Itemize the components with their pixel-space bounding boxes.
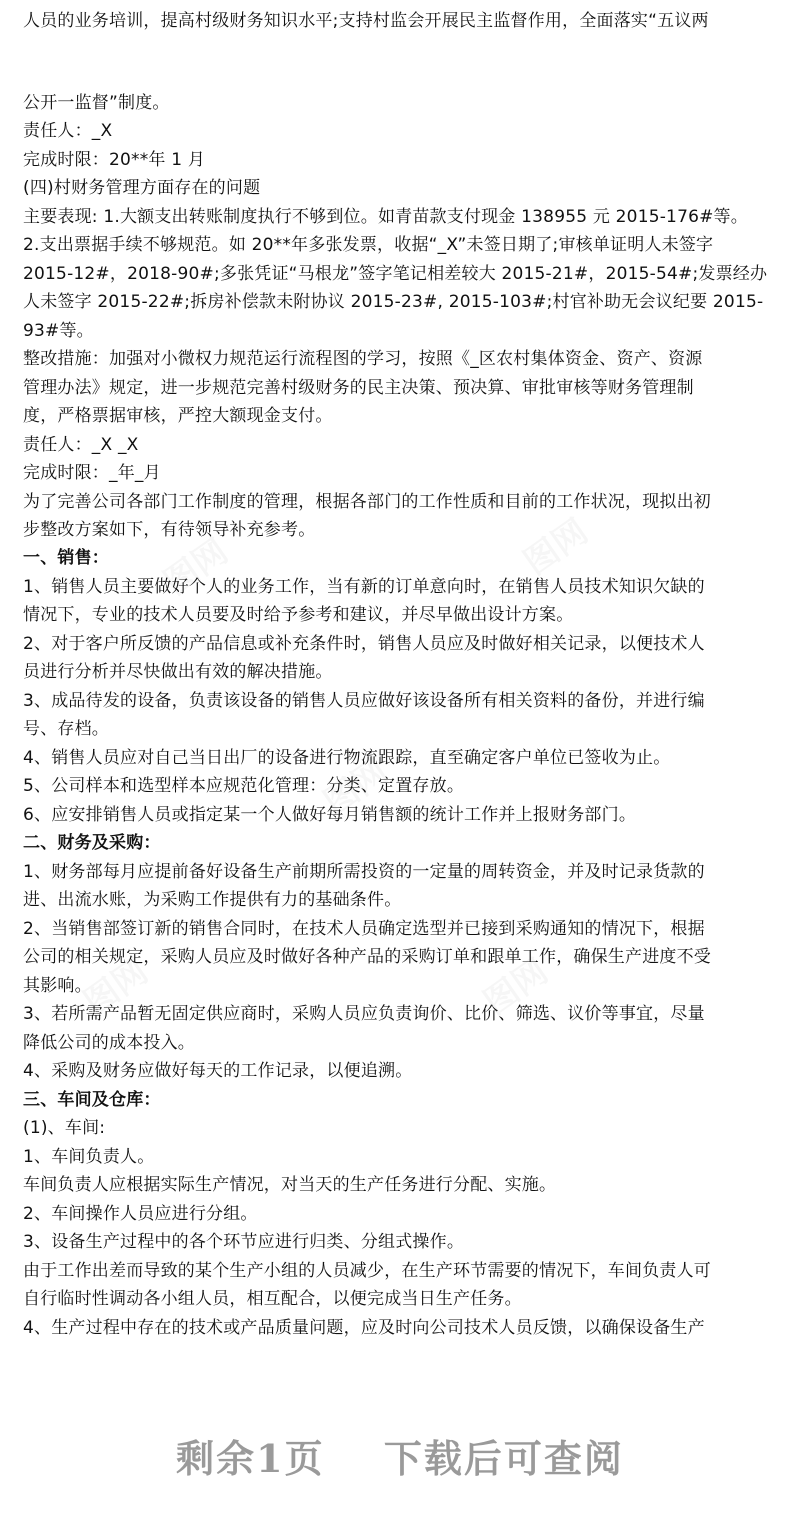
download-prompt[interactable] <box>0 1428 800 1483</box>
text-line: 公司的相关规定，采购人员应及时做好各种产品的采购订单和跟单工作，确保生产进度不受 <box>23 947 711 967</box>
text-line: 自行临时性调动各小组人员，相互配合，以便完成当日生产任务。 <box>23 1289 522 1309</box>
text-line: 1、车间负责人。 <box>23 1147 155 1167</box>
text-line: 主要表现: 1.大额支出转账制度执行不够到位。如青苗款支付现金 138955 元 2015-176#等。 <box>23 207 748 227</box>
text-line: 3、设备生产过程中的各个环节应进行归类、分组式操作。 <box>23 1232 465 1252</box>
download-to-view-label[interactable]: 下载后可查阅 <box>383 1436 624 1481</box>
text-line: 93#等。 <box>23 321 94 341</box>
text-line: 由于工作出差而导致的某个生产小组的人员减少，在生产环节需要的情况下，车间负责人可 <box>23 1261 711 1281</box>
section-heading-sales: 一、销售： <box>23 548 109 568</box>
text-line: 管理办法》规定，进一步规范完善村级财务的民主决策、预决算、审批审核等财务管理制 <box>23 378 694 398</box>
text-line: 车间负责人应根据实际生产情况，对当天的生产任务进行分配、实施。 <box>23 1175 557 1195</box>
text-line: 3、成品待发的设备，负责该设备的销售人员应做好该设备所有相关资料的备份，并进行编 <box>23 691 705 711</box>
text-line: 降低公司的成本投入。 <box>23 1033 195 1053</box>
text-line: 4、采购及财务应做好每天的工作记录，以便追溯。 <box>23 1061 413 1081</box>
text-line: 2、当销售部签订新的销售合同时，在技术人员确定选型并已接到采购通知的情况下，根据 <box>23 919 705 939</box>
text-line: 5、公司样本和选型样本应规范化管理：分类、定置存放。 <box>23 776 465 796</box>
text-line: 2、对于客户所反馈的产品信息或补充条件时，销售人员应及时做好相关记录，以便技术人 <box>23 634 705 654</box>
text-line: 责任人：_X <box>23 121 113 141</box>
text-line: 完成时限：20**年 1 月 <box>23 150 206 170</box>
text-line: 责任人：_X _X <box>23 435 139 455</box>
text-line: 公开一监督”制度。 <box>23 93 170 113</box>
cut-off-top-line <box>0 0 800 4</box>
text-line: 为了完善公司各部门工作制度的管理，根据各部门的工作性质和目前的工作状况，现拟出初 <box>23 492 711 512</box>
text-line: 2、车间操作人员应进行分组。 <box>23 1204 258 1224</box>
text-line: (1)、车间: <box>23 1118 106 1138</box>
text-line: 3、若所需产品暂无固定供应商时，采购人员应负责询价、比价、筛选、议价等事宜，尽量 <box>23 1004 705 1024</box>
text-line: 度，严格票据审核，严控大额现金支付。 <box>23 406 333 426</box>
section-heading-finance: 二、财务及采购： <box>23 833 161 853</box>
text-line: 情况下，专业的技术人员要及时给予参考和建议，并尽早做出设计方案。 <box>23 605 574 625</box>
text-line: 员进行分析并尽快做出有效的解决措施。 <box>23 662 333 682</box>
text-line: (四)村财务管理方面存在的问题 <box>23 178 261 198</box>
text-line: 6、应安排销售人员或指定某一个人做好每月销售额的统计工作并上报财务部门。 <box>23 805 637 825</box>
text-line: 2015-12#，2018-90#;多张凭证“马根龙”签字笔记相差较大 2015-21#，2015-54#;发票经办 <box>23 264 768 284</box>
text-line: 完成时限：_年_月 <box>23 463 161 483</box>
text-line: 号、存档。 <box>23 719 109 739</box>
text-line: 1、销售人员主要做好个人的业务工作，当有新的订单意向时，在销售人员技术知识欠缺的 <box>23 577 705 597</box>
text-line: 步整改方案如下，有待领导补充参考。 <box>23 520 316 540</box>
remaining-pages-label: 剩余1页 <box>176 1436 325 1481</box>
text-line: 4、销售人员应对自己当日出厂的设备进行物流跟踪，直至确定客户单位已签收为止。 <box>23 748 671 768</box>
text-line: 4、生产过程中存在的技术或产品质量问题，应及时向公司技术人员反馈，以确保设备生产 <box>23 1318 705 1338</box>
text-line: 其影响。 <box>23 976 92 996</box>
text-line: 2.支出票据手续不够规范。如 20**年多张发票，收据“_X”未签日期了;审核单证明人未签字 <box>23 235 714 255</box>
text-line: 人员的业务培训，提高村级财务知识水平;支持村监会开展民主监督作用，全面落实“五议两 <box>23 11 709 31</box>
section-heading-workshop: 三、车间及仓库： <box>23 1090 161 1110</box>
text-line: 人未签字 2015-22#;拆房补偿款未附协议 2015-23#, 2015-103#;村官补助无会议纪要 2015- <box>23 292 764 312</box>
text-line: 进、出流水账，为采购工作提供有力的基础条件。 <box>23 890 402 910</box>
text-line: 1、财务部每月应提前备好设备生产前期所需投资的一定量的周转资金，并及时记录货款的 <box>23 862 705 882</box>
text-line: 整改措施：加强对小微权力规范运行流程图的学习，按照《_区农村集体资金、资产、资源 <box>23 349 703 369</box>
